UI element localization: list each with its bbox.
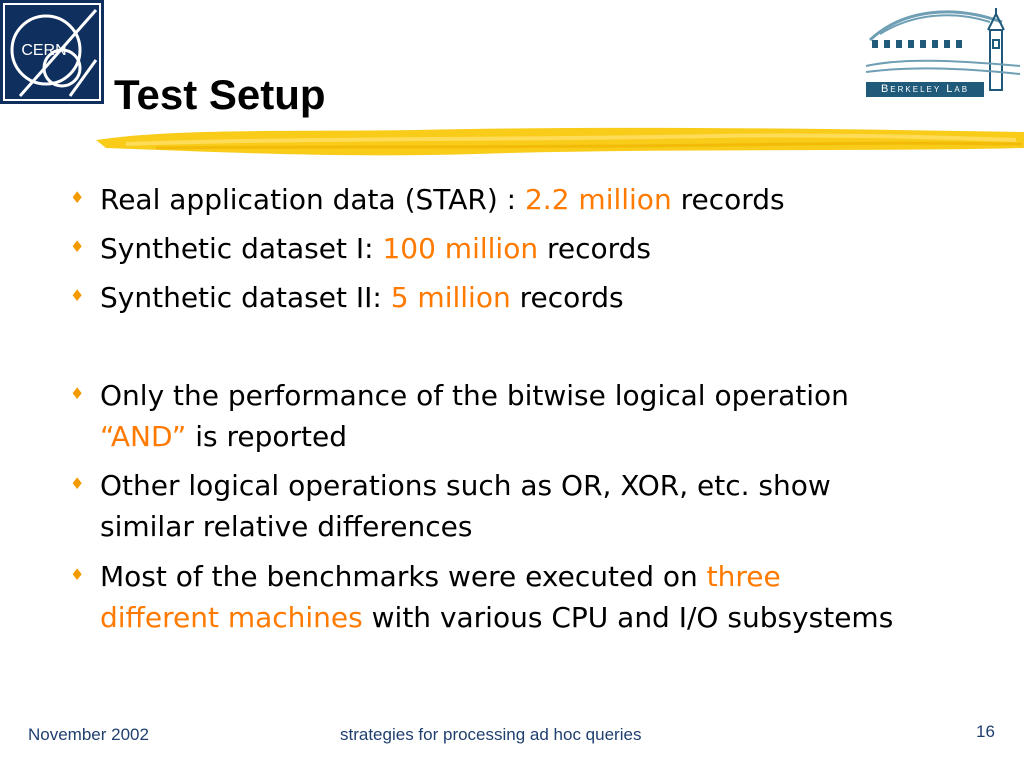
bullet-text-part: Real application data (STAR) : bbox=[100, 183, 525, 216]
bullet-highlight: 2.2 million bbox=[524, 183, 672, 216]
diamond-bullet-icon: ♦ bbox=[70, 565, 85, 584]
cern-logo-text: CERN bbox=[21, 42, 67, 59]
page-number: 16 bbox=[976, 722, 995, 741]
diamond-bullet-icon: ♦ bbox=[70, 384, 85, 403]
bullet-text-line bbox=[100, 417, 980, 457]
bullet-text-line: similar relative differences bbox=[100, 510, 473, 543]
footer-date: November 2002 bbox=[28, 725, 149, 744]
diamond-bullet-icon: ♦ bbox=[70, 286, 85, 305]
bullet-text-line bbox=[100, 598, 980, 638]
diamond-bullet-icon: ♦ bbox=[70, 237, 85, 256]
bullet-text bbox=[100, 229, 980, 269]
berkeley-lab-label: Berkeley Lab bbox=[866, 82, 984, 97]
bullet-text-part: Synthetic dataset II: bbox=[100, 281, 391, 314]
bullet-highlight: three bbox=[706, 560, 781, 593]
bullet-text bbox=[100, 180, 980, 220]
cern-logo bbox=[0, 0, 104, 104]
cern-emblem-icon bbox=[0, 0, 104, 104]
bullet-text-line bbox=[100, 557, 980, 597]
bullet-text-part: is reported bbox=[186, 420, 347, 453]
bullet-text-line: Other logical operations such as OR, XOR, etc. show bbox=[100, 469, 831, 502]
bullet-text-part: with various CPU and I/O subsystems bbox=[362, 601, 894, 634]
bullet-text-line: Only the performance of the bitwise logical operation bbox=[100, 379, 849, 412]
bullet-text-part: Most of the benchmarks were executed on bbox=[100, 560, 707, 593]
slide-title: Test Setup bbox=[114, 71, 326, 118]
bullet-text bbox=[100, 278, 980, 318]
bullet-text-part: records bbox=[538, 232, 652, 265]
bullet-highlight: different machines bbox=[100, 601, 363, 634]
bullet-highlight: “AND” bbox=[100, 420, 187, 453]
diamond-bullet-icon: ♦ bbox=[70, 188, 85, 207]
bullet-text-part: Synthetic dataset I: bbox=[100, 232, 383, 265]
bullet-text-part: records bbox=[671, 183, 785, 216]
footer-subtitle: strategies for processing ad hoc queries bbox=[340, 725, 642, 744]
bullet-highlight: 100 million bbox=[382, 232, 539, 265]
bullet-highlight: 5 million bbox=[390, 281, 511, 314]
diamond-bullet-icon: ♦ bbox=[70, 474, 85, 493]
title-underline-brushstroke bbox=[96, 118, 1024, 162]
bullet-text-part: records bbox=[510, 281, 624, 314]
